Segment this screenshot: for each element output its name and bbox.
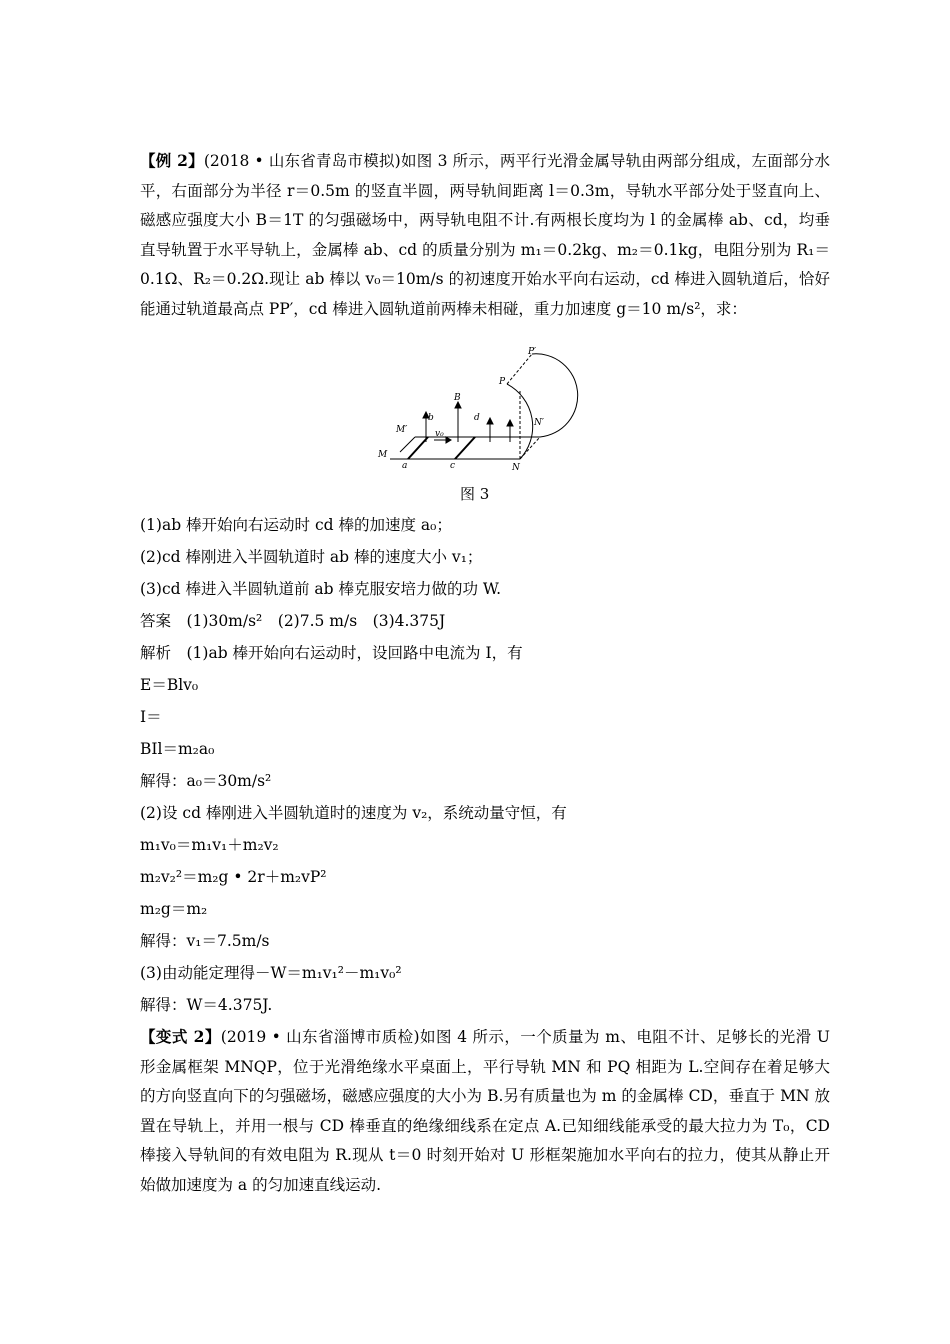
label-n-prime: N′: [534, 418, 544, 428]
question-2: (2)cd 棒刚进入半圆轨道时 ab 棒的速度大小 v₁；: [140, 548, 483, 566]
solution-line: I＝: [140, 708, 162, 726]
solution-line: m₁v₀＝m₁v₁＋m₂v₂: [140, 836, 279, 854]
variant-paragraph: [140, 1022, 830, 1200]
solution-line: E＝Blv₀: [140, 676, 199, 694]
variant-tag: 【变式 2】: [140, 1027, 221, 1046]
solution-line: (2)设 cd 棒刚进入半圆轨道时的速度为 v₂，系统动量守恒，有: [140, 804, 567, 822]
solution-line: m₂v₂²＝m₂g • 2r＋m₂vP²: [140, 868, 327, 886]
solution-line: 解得：W＝4.375J.: [140, 996, 273, 1014]
solution-line: m₂g＝m₂: [140, 900, 208, 918]
solution-line: BIl＝m₂a₀: [140, 740, 215, 758]
variant-text: (2019 • 山东省淄博市质检)如图 4 所示，一个质量为 m、电阻不计、足够长的光滑 U 形金属框架 MNQP，位于光滑绝缘水平桌面上，平行导轨 MN 和 PQ 相距为 L.空间存在着足够大的方向竖直向下的匀强磁场，磁感应强度的大小为 B.另有质量也为 m 的金属棒 CD，垂直于 MN 放置在导轨上，并用一根与 CD 棒垂直的绝缘细线系在定点 A.已知细线能承受的最大拉力为 T₀，CD 棒接入导轨间的有效电阻为 R.现从 t＝0 时刻开始对 U 形框架施加水平向右的拉力，使其从静止开始做加速度为 a 的匀加速直线运动.: [140, 1028, 830, 1194]
label-n: N: [512, 463, 520, 473]
label-a: a: [402, 461, 408, 471]
label-p: P: [499, 377, 506, 387]
label-b-field: B: [454, 393, 461, 403]
question-1: (1)ab 棒开始向右运动时 cd 棒的加速度 a₀；: [140, 516, 452, 534]
example-paragraph: [140, 146, 830, 324]
label-v0: v₀: [435, 429, 444, 439]
label-b: b: [428, 413, 434, 423]
label-c: c: [450, 461, 456, 471]
answer-line: 答案 (1)30m/s² (2)7.5 m/s (3)4.375J: [140, 612, 446, 630]
solution-line: (3)由动能定理得－W＝m₁v₁²－m₁v₀²: [140, 964, 402, 982]
example-tag: 【例 2】: [140, 151, 204, 170]
solution-line: 解得：a₀＝30m/s²: [140, 772, 272, 790]
question-3: (3)cd 棒进入半圆轨道前 ab 棒克服安培力做的功 W.: [140, 580, 502, 598]
label-p-prime: P′: [528, 347, 537, 357]
figure-caption: 图 3: [460, 485, 490, 503]
label-m-prime: M′: [396, 425, 408, 435]
example-text: (2018 • 山东省青岛市模拟)如图 3 所示，两平行光滑金属导轨由两部分组成，左面部分水平，右面部分为半径 r＝0.5m 的竖直半圆，两导轨间距离 l＝0.3m，导轨水平部分处于竖直向上、磁感应强度大小 B＝1T 的匀强磁场中，两导轨电阻不计.有两根长度均为 l 的金属棒 ab、cd，均垂直导轨置于水平导轨上，金属棒 ab、cd 的质量分别为 m₁＝0.2kg、m₂＝0.1kg，电阻分别为 R₁＝0.1Ω、R₂＝0.2Ω.现让 ab 棒以 v₀＝10m/s 的初速度开始水平向右运动，cd 棒进入圆轨道后，恰好能通过轨道最高点 PP′，cd 棒进入圆轨道前两棒未相碰，重力加速度 g＝10 m/s²，求：: [140, 152, 830, 318]
solution-line: 解得：v₁＝7.5m/s: [140, 932, 270, 950]
label-m: M: [378, 450, 388, 460]
label-d: d: [474, 413, 480, 423]
figure-rail-diagram: [370, 344, 580, 474]
solution-line: 解析 (1)ab 棒开始向右运动时，设回路中电流为 I，有: [140, 644, 523, 662]
